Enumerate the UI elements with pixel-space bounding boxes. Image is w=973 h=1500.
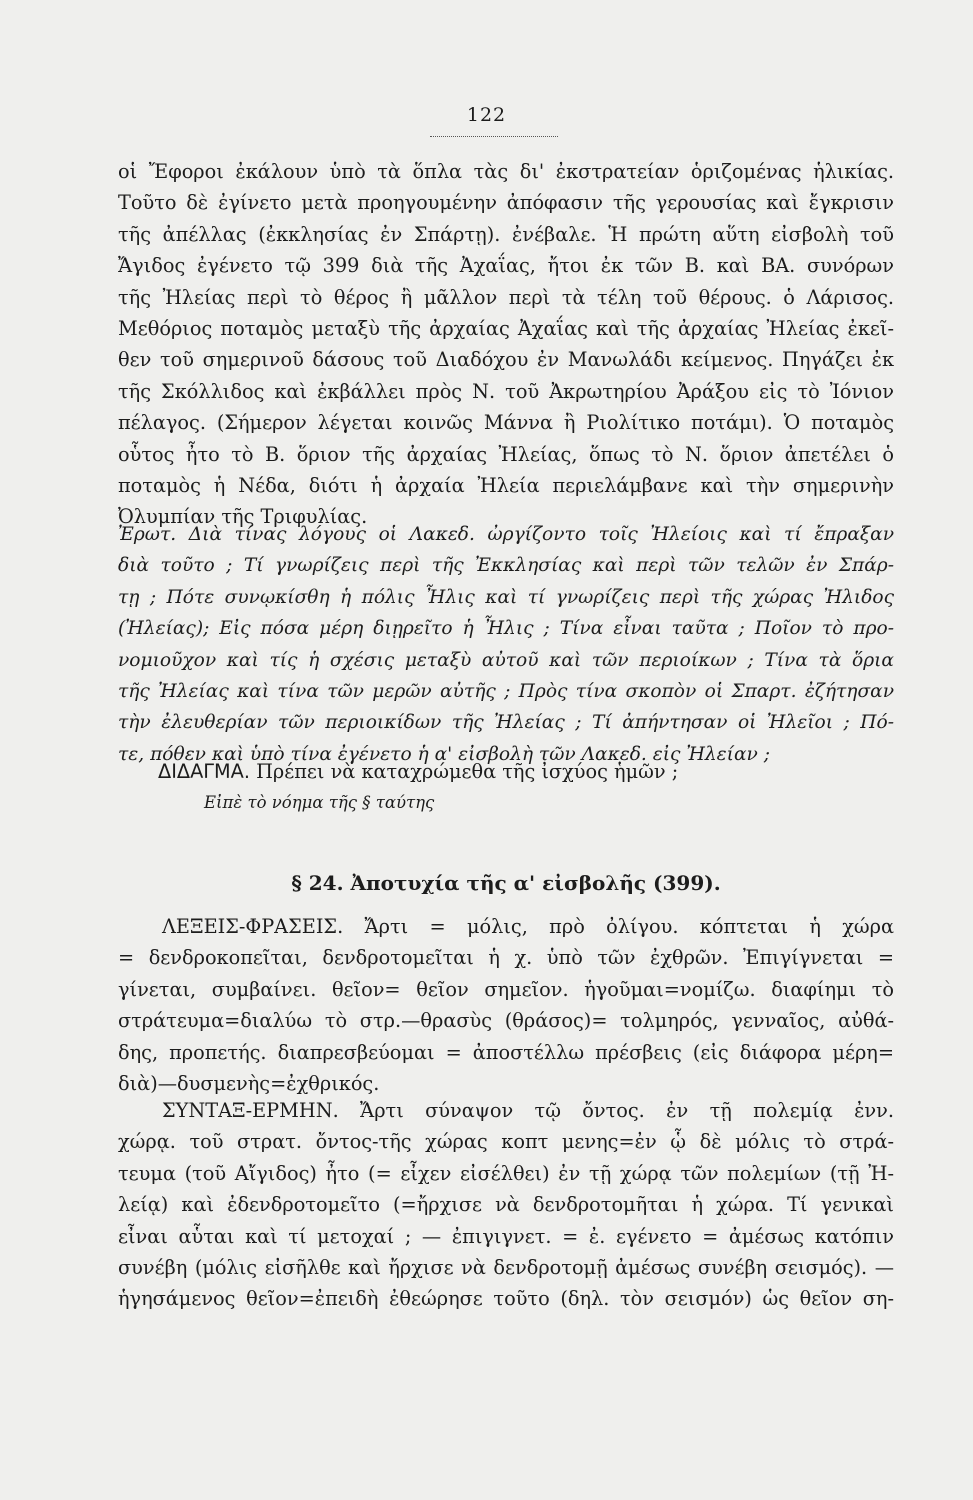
- text-line: τῆς ἀπέλλας (ἐκκλησίας ἐν Σπάρτῃ). ἐνέβαλε. Ἡ πρώτη αὕτη εἰσβολὴ τοῦ: [118, 222, 894, 246]
- didagma-section: [118, 756, 894, 819]
- question-line: τῃ ; Πότε συνῳκίσθη ἡ πόλις Ἦλις καὶ τί γνωρίζεις περὶ τῆς χώρας Ἠλιδος: [118, 586, 894, 608]
- syntax-line: εἶναι αὗται καὶ τί μετοχαί ; — ἐπιγιγνετ. = ἐ. εγένετο = ἀμέσως κατόπιν: [118, 1224, 894, 1248]
- didagma-label: ΔΙΔΑΓΜΑ.: [158, 760, 250, 783]
- text-line: τῆς Ἠλείας περὶ τὸ θέρος ἢ μᾶλλον περὶ τὰ τέλη τοῦ θέρους. ὁ Λάρισος.: [118, 285, 894, 309]
- text-line: οἱ Ἔφοροι ἐκάλουν ὑπὸ τὰ ὅπλα τὰς δι' ἐκστρατείαν ὁριζομένας ἡλικίας.: [118, 160, 894, 183]
- text-line: Ἄγιδος ἐγένετο τῷ 399 διὰ τῆς Ἀχαΐας, ἤτοι ἐκ τῶν Β. καὶ ΒΑ. συνόρων: [118, 254, 894, 278]
- didagma-text: Πρέπει νὰ καταχρώμεθα τῆς ἰσχύος ἡμῶν ;: [256, 760, 679, 783]
- vocab-line: δης, προπετής. διαπρεσβεύομαι = ἀποστέλλω πρέσβεις (εἰς διάφορα μέρη=: [118, 1040, 894, 1064]
- text-line: πέλαγος. (Σήμερον λέγεται κοινῶς Μάννα ἢ Ριολίτικο ποτάμι). Ὁ ποταμὸς: [118, 411, 894, 435]
- page-number: 122: [466, 104, 507, 126]
- text-line: θεν τοῦ σημερινοῦ δάσους τοῦ Διαδόχου ἐν Μανωλάδι κείμενος. Πηγάζει ἐκ: [118, 348, 894, 372]
- question-line: τε, πόθεν καὶ ὑπὸ τίνα ἐγένετο ἡ α' εἰσβολὴ τῶν Λακεδ. εἰς Ἠλείαν ;: [118, 743, 770, 765]
- syntax-line: ΣΥΝΤΑΞ-ΕΡΜΗΝ. Ἄρτι σύναψον τῷ ὄντος. ἐν τῇ πολεμίᾳ ἐνν.: [162, 1099, 894, 1122]
- didagma-line: [118, 756, 894, 787]
- text-line: Μεθόριος ποταμὸς μεταξὺ τῆς ἀρχαίας Ἀχαΐας καὶ τῆς ἀρχαίας Ἠλείας ἐκεῖ-: [118, 316, 894, 340]
- question-line: (Ἠλείας); Εἰς πόσα μέρη διῃρεῖτο ἡ Ἦλις ; Τίνα εἶναι ταῦτα ; Ποῖον τὸ προ-: [118, 618, 894, 640]
- vocab-line: στράτευμα=διαλύω τὸ στρ.—θρασὺς (θράσος)= τολμηρός, γενναῖος, αὐθά-: [118, 1009, 894, 1033]
- didagma-note: Εἰπὲ τὸ νόημα τῆς § ταύτης: [204, 793, 435, 813]
- question-line: διὰ τοῦτο ; Τί γνωρίζεις περὶ τῆς Ἐκκλησίας καὶ περὶ τῶν τελῶν ἐν Σπάρ-: [118, 555, 894, 577]
- syntax-section: [118, 1095, 894, 1315]
- questions-section: [118, 519, 894, 770]
- question-line: τῆς Ἠλείας καὶ τίνα τῶν μερῶν αὐτῆς ; Πρὸς τίνα σκοπὸν οἱ Σπαρτ. ἐζήτησαν: [118, 680, 894, 702]
- header-rule: [430, 136, 558, 137]
- question-line: νομιοῦχον καὶ τίς ἡ σχέσις μεταξὺ αὐτοῦ καὶ τῶν περιοίκων ; Τίνα τὰ ὅρια: [118, 649, 894, 671]
- text-line: Ὀλυμπίαν τῆς Τριφυλίας.: [118, 505, 368, 529]
- syntax-line: τευμα (τοῦ Αἴγιδος) ἦτο (= εἶχεν εἰσέλθει) ἐν τῇ χώρᾳ τῶν πολεμίων (τῇ Ἠ-: [118, 1161, 894, 1185]
- vocab-line: διὰ)—δυσμενὴς=ἐχθρικός.: [118, 1071, 380, 1095]
- paragraph-commentary: [118, 156, 894, 533]
- text-line: οὗτος ἦτο τὸ Β. ὅριον τῆς ἀρχαίας Ἠλείας, ὅπως τὸ Ν. ὅριον ἀπετέλει ὁ: [118, 442, 894, 466]
- vocab-line: = δενδροκοπεῖται, δενδροτομεῖται ἡ χ. ὑπὸ τῶν ἐχθρῶν. Ἐπιγίγνεται =: [118, 946, 894, 970]
- section-heading: § 24. Ἀποτυχία τῆς α' εἰσβολῆς (399).: [291, 871, 721, 895]
- text-line: ποταμὸς ἡ Νέδα, διότι ἡ ἀρχαία Ἠλεία περιελάμβανε καὶ τὴν σημερινὴν: [118, 473, 894, 497]
- vocabulary-section: [118, 911, 894, 1099]
- syntax-line: χώρᾳ. τοῦ στρατ. ὄντος-τῆς χώρας κοπτ μενης=ἐν ᾧ δὲ μόλις τὸ στρά-: [118, 1130, 894, 1154]
- vocab-line: γίνεται, συμβαίνει. θεῖον= θεῖον σημεῖον. ἡγοῦμαι=νομίζω. διαφίημι τὸ: [118, 977, 894, 1001]
- syntax-line: ἡγησάμενος θεῖον=ἐπειδὴ ἐθεώρησε τοῦτο (δηλ. τὸν σεισμόν) ὡς θεῖον ση-: [118, 1287, 894, 1311]
- question-line: Ἐρωτ. Διὰ τίνας λόγους οἱ Λακεδ. ὠργίζοντο τοῖς Ἠλείοις καὶ τί ἔπραξαν: [118, 524, 894, 545]
- question-line: τὴν ἐλευθερίαν τῶν περιοικίδων τῆς Ἠλείας ; Τί ἀπήντησαν οἱ Ἠλεῖοι ; Πό-: [118, 712, 894, 734]
- text-line: τῆς Σκόλλιδος καὶ ἐκβάλλει πρὸς Ν. τοῦ Ἀκρωτηρίου Ἀράξου εἰς τὸ Ἰόνιον: [118, 379, 894, 403]
- text-line: Τοῦτο δὲ ἐγίνετο μετὰ προηγουμένην ἀπόφασιν τῆς γερουσίας καὶ ἔγκρισιν: [118, 191, 894, 215]
- syntax-line: συνέβη (μόλις εἰσῆλθε καὶ ἤρχισε νὰ δενδροτομῇ ἀμέσως συνέβη σεισμός). —: [118, 1255, 894, 1279]
- vocab-line: ΛΕΞΕΙΣ-ΦΡΑΣΕΙΣ. Ἄρτι = μόλις, πρὸ ὀλίγου. κόπτεται ἡ χώρα: [162, 915, 894, 938]
- syntax-line: λείᾳ) καὶ ἐδενδροτομεῖτο (=ἤρχισε νὰ δενδροτομῆται ἡ χώρα. Τί γενικαὶ: [118, 1193, 894, 1217]
- section-heading-block: [118, 868, 894, 899]
